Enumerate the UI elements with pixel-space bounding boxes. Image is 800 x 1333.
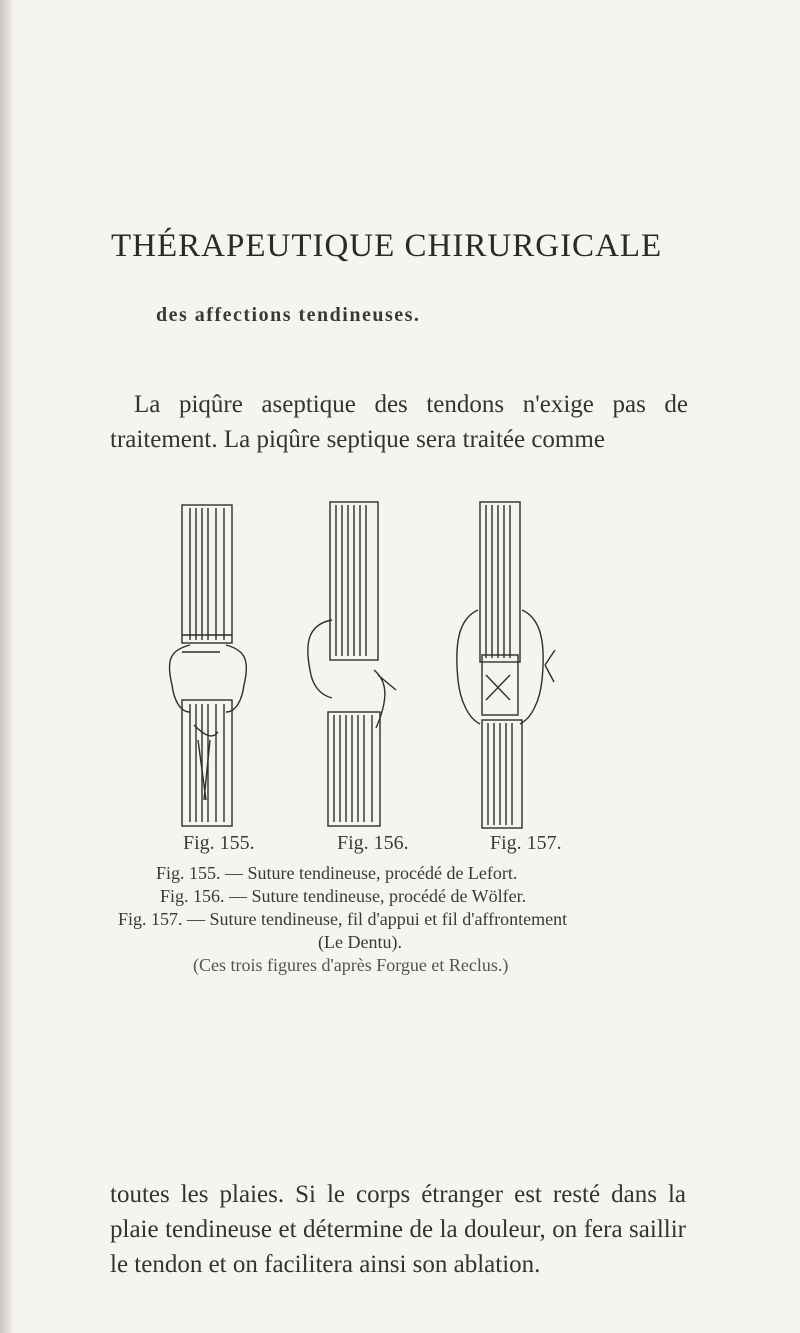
- figures-illustration: [160, 500, 590, 830]
- figure-157-drawing: [457, 502, 555, 828]
- caption-fig-157: Fig. 157. — Suture tendineuse, fil d'appui et fil d'affrontement: [118, 909, 568, 929]
- figure-155-drawing: [169, 505, 246, 826]
- page-gutter-shadow: [0, 0, 14, 1333]
- figure-156-drawing: [308, 502, 396, 826]
- figure-label-155: Fig. 155.: [183, 832, 255, 854]
- running-title: THÉRAPEUTIQUE CHIRURGICALE: [111, 228, 663, 264]
- paragraph-top: [110, 387, 688, 457]
- paragraph-bottom: toutes les plaies. Si le corps étranger est resté dans la plaie tendineuse et détermine de la douleur, on fera saillir le tendon et on facilitera ainsi son ablation.: [110, 1181, 686, 1278]
- caption-fig-156: Fig. 156. — Suture tendineuse, procédé de Wölfer.: [160, 886, 527, 906]
- figure-label-156: Fig. 156.: [337, 832, 409, 854]
- caption-fig-157-author: (Le Dentu).: [318, 932, 402, 952]
- tendon-suture-figures: [160, 500, 590, 830]
- section-subtitle: des affections tendineuses.: [156, 304, 421, 326]
- caption-fig-155: Fig. 155. — Suture tendineuse, procédé de Lefort.: [156, 863, 518, 883]
- caption-credit: (Ces trois figures d'après Forgue et Reclus.): [193, 955, 509, 975]
- figure-label-157: Fig. 157.: [490, 832, 562, 854]
- paragraph-top-text: La piqûre aseptique des tendons n'exige pas de traitement. La piqûre septique sera traitée comme: [110, 391, 688, 453]
